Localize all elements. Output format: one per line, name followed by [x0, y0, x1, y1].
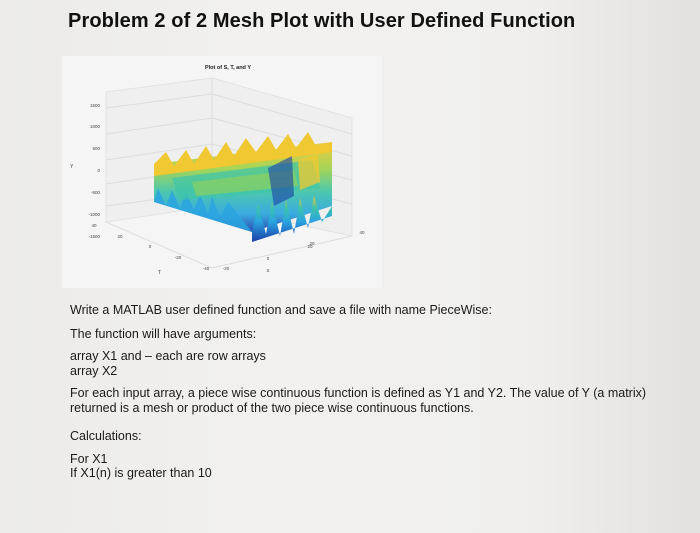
y-tick-label: 40 — [359, 230, 365, 235]
y-tick-label: -20 — [222, 266, 230, 271]
z-tick-label: 0 — [97, 168, 100, 173]
y-tick-label: 20 — [307, 244, 313, 249]
z-tick-label: -500 — [90, 190, 100, 195]
x-axis-label: T — [158, 270, 162, 276]
z-tick-label: -1000 — [88, 212, 100, 217]
z-tick-label: 1000 — [89, 124, 100, 129]
mesh-plot — [62, 56, 382, 288]
chart-title: Plot of S, T, and Y — [204, 65, 252, 71]
x-tick-label: 0 — [148, 244, 152, 249]
x-tick-label: 40 — [91, 223, 97, 228]
paragraph: The function will have arguments: — [70, 327, 257, 341]
paragraph: For X1 — [70, 452, 108, 466]
x-tick-label: 20 — [117, 234, 123, 239]
z-tick-label: -1500 — [88, 234, 100, 239]
y-tick-label: S — [266, 268, 270, 273]
x-tick-label: -40 — [202, 266, 210, 271]
z-tick-label: 500 — [92, 146, 100, 151]
paragraph: For each input array, a piece wise continuous function is defined as Y1 and Y2. The value of Y (a matrix) returned is a mesh or product of the two piece wise continuous functions. — [70, 386, 647, 415]
paragraph: array X2 — [70, 364, 118, 378]
paragraph: Write a MATLAB user defined function and save a file with name PieceWise: — [70, 303, 492, 317]
y-tick-label: 20 — [309, 241, 315, 246]
page-title: Problem 2 of 2 Mesh Plot with User Defined Function — [68, 10, 576, 32]
paragraph: Calculations: — [70, 429, 142, 443]
z-axis-label: Y — [70, 164, 74, 170]
x-tick-label: -20 — [174, 255, 182, 260]
paragraph: If X1(n) is greater than 10 — [70, 466, 212, 480]
mesh-plot-svg — [62, 56, 382, 288]
y-tick-label: 0 — [266, 256, 270, 261]
paragraph: array X1 and – each are row arrays — [70, 349, 266, 363]
z-tick-label: 1500 — [89, 103, 100, 108]
